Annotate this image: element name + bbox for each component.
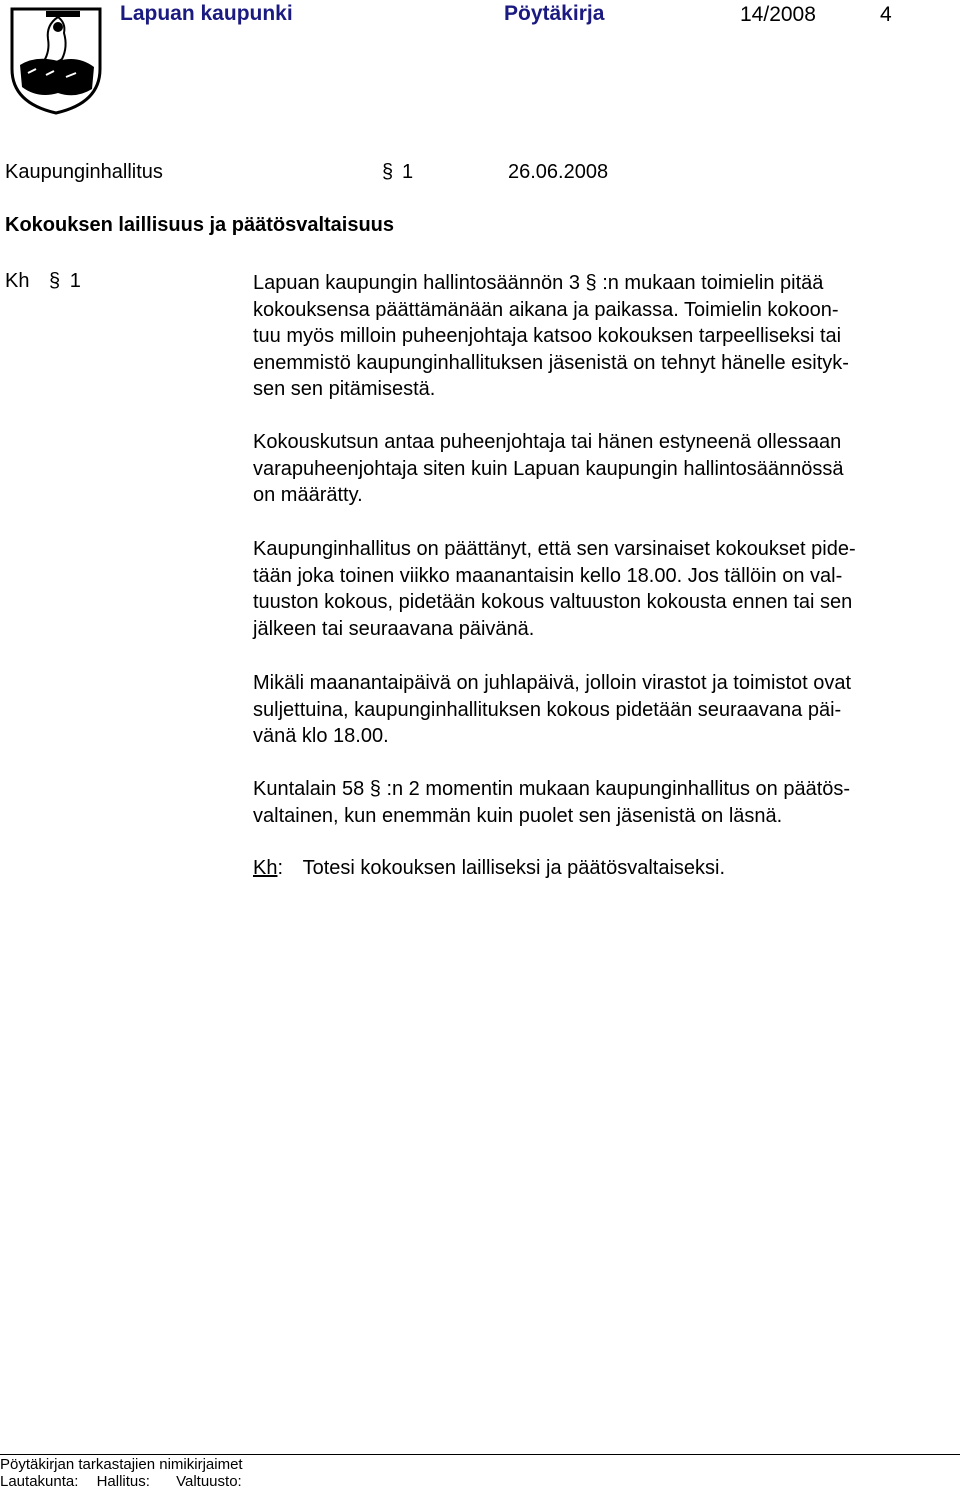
paragraph-3	[253, 536, 955, 642]
text-line: tään joka toinen viikko maanantaisin kello 18.00. Jos tällöin on val-	[253, 564, 843, 587]
footer-lautakunta: Lautakunta:	[0, 1473, 79, 1490]
text-line: Mikäli maanantaipäivä on juhlapäivä, jolloin virastot ja toimistot ovat	[253, 672, 852, 694]
footer-hallitus: Hallitus:	[96, 1473, 150, 1490]
text-line: tuuston kokous, pidetään kokous valtuuston kokousta ennen tai sen	[253, 591, 853, 613]
text-line: vänä klo 18.00.	[253, 725, 389, 747]
case-section-sign: §	[49, 270, 61, 292]
organization-name: Lapuan kaupunki	[120, 2, 293, 25]
footer-divider	[0, 1454, 960, 1455]
text-line: suljettuina, kaupunginhallituksen kokous pidetään seuraavana päi-	[253, 698, 842, 721]
meeting-date: 26.06.2008	[508, 161, 609, 183]
decision-text: Totesi kokouksen lailliseksi ja päätösvaltaiseksi.	[302, 857, 726, 879]
paragraph-1	[253, 270, 955, 403]
paragraph-2	[253, 429, 955, 509]
case-prefix: Kh	[5, 270, 30, 292]
text-line: on määrätty.	[253, 484, 363, 506]
text-line: tuu myös milloin puheenjohtaja katsoo kokouksen tarpeelliseksi tai	[253, 325, 842, 347]
text-line: jälkeen tai seuraavana päivänä.	[253, 617, 535, 640]
text-line: valtainen, kun enemmän kuin puolet sen jäsenistä on läsnä.	[253, 804, 783, 827]
case-reference	[5, 270, 81, 293]
text-line: enemmistö kaupunginhallituksen jäsenistä on tehnyt hänelle esityk-	[253, 351, 849, 374]
document-number: 14/2008	[740, 3, 816, 26]
decision	[253, 857, 725, 880]
meeting-body: Kaupunginhallitus	[5, 161, 163, 183]
page-number: 4	[880, 3, 892, 26]
footer-fields	[0, 1473, 242, 1490]
paragraph-5	[253, 776, 955, 829]
text-line: Kaupunginhallitus on päättänyt, että sen varsinaiset kokoukset pide-	[253, 538, 856, 560]
document-type: Pöytäkirja	[504, 2, 605, 25]
text-line: kokouksensa päättämänään aikana ja paikassa. Toimielin kokoon-	[253, 298, 839, 321]
text-line: Kokouskutsun antaa puheenjohtaja tai hänen estyneenä ollessaan	[253, 431, 842, 453]
footer-title: Pöytäkirjan tarkastajien nimikirjaimet	[0, 1456, 243, 1473]
case-number: 1	[69, 270, 81, 292]
section-title: Kokouksen laillisuus ja päätösvaltaisuus	[5, 214, 395, 236]
text-line: Kuntalain 58 § :n 2 momentin mukaan kaupunginhallitus on päätös-	[253, 778, 851, 800]
decision-label: Kh	[253, 857, 278, 879]
decision-colon: :	[277, 857, 284, 879]
coat-of-arms-logo	[6, 3, 106, 115]
section-sign: §	[382, 161, 394, 183]
text-line: Lapuan kaupungin hallintosäännön 3 § :n mukaan toimielin pitää	[253, 272, 824, 294]
text-line: varapuheenjohtaja siten kuin Lapuan kaupungin hallintosäännössä	[253, 457, 844, 480]
text-line: sen sen pitämisestä.	[253, 378, 436, 400]
paragraph-4	[253, 670, 955, 750]
footer-valtuusto: Valtuusto:	[176, 1473, 242, 1490]
meeting-section-number: 1	[402, 161, 414, 183]
